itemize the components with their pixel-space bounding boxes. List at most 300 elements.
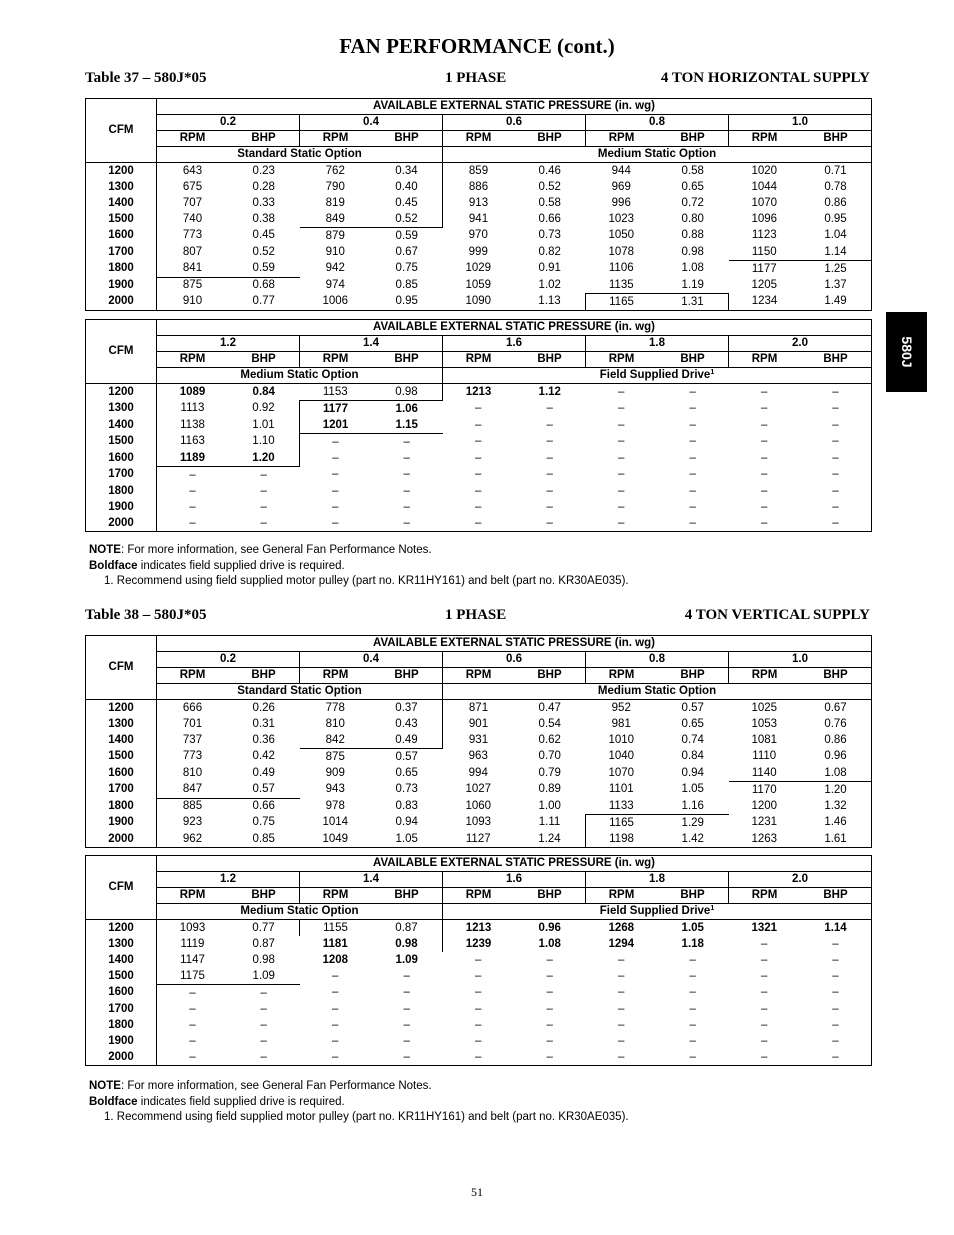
- bhp-value: –: [689, 500, 696, 513]
- bhp-value: 0.59: [252, 262, 275, 274]
- bhp-value: –: [260, 1018, 267, 1031]
- rpm-value: 778: [325, 701, 345, 714]
- bhp-value: 1.08: [681, 262, 704, 275]
- bhp-value: 0.52: [538, 180, 561, 193]
- rpm-value: 994: [468, 766, 488, 779]
- cfm-value: 2000: [86, 831, 157, 848]
- table-row: [86, 483, 872, 499]
- column-header: BHP: [800, 352, 872, 368]
- bhp-value: 0.78: [824, 180, 847, 193]
- cfm-value: 1600: [86, 985, 157, 1002]
- rpm-value: 1049: [322, 832, 349, 845]
- rpm-value: –: [300, 434, 372, 451]
- bhp-value: –: [689, 418, 696, 431]
- rpm-value: –: [761, 937, 768, 950]
- cfm-value: 1700: [86, 1001, 157, 1017]
- pressure-header: 0.2: [157, 652, 300, 668]
- bhp-value: 0.84: [252, 385, 275, 398]
- bhp-value: 0.89: [538, 783, 561, 796]
- bhp-value: 0.76: [824, 717, 847, 730]
- note-line: NOTE: For more information, see General Fan Performance Notes.: [89, 544, 432, 556]
- bhp-value: 0.88: [681, 229, 704, 242]
- rpm-value: –: [618, 385, 625, 398]
- rpm-value: 910: [182, 295, 203, 308]
- bhp-value: 0.77: [252, 295, 275, 308]
- cfm-value: 1500: [86, 968, 157, 985]
- bhp-value: 0.83: [395, 799, 418, 812]
- cfm-value: 1300: [86, 936, 157, 952]
- option-label-right-text: Field Supplied Drive: [599, 369, 711, 381]
- bhp-value: –: [546, 969, 553, 982]
- bhp-value: –: [546, 484, 553, 497]
- rpm-value: 807: [182, 245, 203, 258]
- rpm-value: –: [475, 418, 482, 431]
- bhp-value: 0.37: [395, 701, 418, 714]
- bhp-value: 0.67: [395, 245, 418, 258]
- column-header: BHP: [800, 668, 872, 684]
- table37-name: Table 37 – 580J*05: [85, 70, 207, 86]
- bhp-value: –: [832, 418, 839, 431]
- rpm-value: –: [475, 516, 482, 529]
- bhp-value: –: [832, 1018, 839, 1031]
- rpm-value: –: [618, 1002, 625, 1015]
- rpm-value: –: [761, 1002, 768, 1015]
- table-row: [86, 499, 872, 515]
- cfm-value: 1500: [86, 749, 157, 766]
- column-header: RPM: [157, 131, 229, 147]
- bhp-value: –: [689, 1034, 696, 1047]
- bhp-value: –: [832, 435, 839, 448]
- rpm-value: 790: [325, 180, 345, 193]
- footnote-marker: 1: [710, 905, 715, 912]
- cfm-value: 1200: [86, 700, 157, 717]
- column-header: BHP: [800, 888, 872, 904]
- pressure-header: 1.0: [729, 115, 872, 131]
- rpm-value: 1089: [179, 385, 206, 398]
- bhp-value: 1.29: [657, 815, 729, 832]
- rpm-value: 773: [182, 229, 203, 242]
- pressure-header: 1.2: [157, 872, 300, 888]
- rpm-value: 1060: [465, 799, 492, 812]
- bhp-value: –: [403, 1002, 410, 1015]
- column-header: RPM: [586, 131, 658, 147]
- bhp-value: 1.06: [371, 401, 443, 418]
- bhp-value: 0.98: [681, 245, 704, 258]
- rpm-value: 1101: [608, 783, 634, 796]
- bhp-value: –: [403, 1018, 410, 1031]
- rpm-value: 841: [182, 262, 203, 274]
- bhp-value: –: [260, 500, 267, 513]
- bhp-value: –: [260, 1002, 267, 1015]
- bhp-value: 1.11: [538, 816, 561, 829]
- rpm-value: –: [761, 451, 768, 464]
- rpm-value: –: [761, 418, 768, 431]
- rpm-value: 1321: [751, 921, 778, 934]
- cfm-value: 1700: [86, 244, 157, 261]
- bhp-value: 0.95: [395, 295, 418, 308]
- table-row: [86, 920, 872, 937]
- column-header: BHP: [371, 131, 443, 147]
- rpm-value: –: [475, 451, 482, 464]
- rpm-value: –: [475, 986, 482, 999]
- footnote-marker: 1: [710, 369, 715, 376]
- bhp-value: 0.68: [228, 277, 300, 294]
- rpm-value: –: [189, 1018, 196, 1031]
- rpm-value: 810: [182, 766, 203, 779]
- rpm-value: –: [189, 1034, 196, 1047]
- table-row: [86, 1001, 872, 1017]
- bhp-value: –: [260, 516, 267, 529]
- bhp-value: 0.26: [252, 701, 275, 714]
- pressure-header: 0.6: [443, 115, 586, 131]
- column-header: BHP: [228, 888, 300, 904]
- cfm-value: 1700: [86, 467, 157, 484]
- rpm-value: –: [618, 451, 625, 464]
- rpm-value: –: [332, 1002, 339, 1015]
- rpm-value: 1147: [180, 953, 205, 966]
- table-row: [86, 401, 872, 418]
- rpm-value: 1119: [180, 937, 205, 950]
- rpm-value: 931: [443, 732, 515, 749]
- bhp-value: 0.75: [252, 816, 275, 829]
- bhp-value: –: [832, 468, 839, 481]
- bhp-value: 0.38: [252, 212, 275, 225]
- rpm-value: 1268: [608, 921, 635, 934]
- option-label-right-text: Medium Static Option: [597, 148, 717, 160]
- rpm-value: –: [618, 484, 625, 497]
- table38-phase: 1 PHASE: [445, 607, 507, 623]
- pressure-header: 0.6: [443, 652, 586, 668]
- rpm-value: 849: [325, 212, 345, 225]
- bhp-value: 0.65: [681, 180, 704, 193]
- column-header: RPM: [300, 131, 372, 147]
- table37-lower: [85, 319, 872, 532]
- bhp-value: –: [403, 435, 410, 448]
- bhp-value: 1.08: [538, 937, 561, 950]
- rpm-value: 875: [300, 749, 372, 766]
- bhp-value: 1.46: [824, 816, 847, 829]
- bhp-value: 0.91: [538, 262, 561, 275]
- rpm-value: 1189: [157, 450, 229, 467]
- bhp-value: –: [832, 516, 839, 529]
- rpm-value: 1205: [751, 278, 778, 291]
- bhp-value: 0.57: [371, 749, 443, 766]
- rpm-value: 1175: [157, 968, 229, 985]
- cfm-value: 1800: [86, 483, 157, 499]
- rpm-value: 943: [325, 783, 345, 796]
- column-header: RPM: [586, 352, 658, 368]
- esp-header: AVAILABLE EXTERNAL STATIC PRESSURE (in. wg): [157, 99, 872, 115]
- bhp-value: –: [260, 986, 267, 999]
- rpm-value: 1027: [465, 783, 492, 796]
- rpm-value: 737: [182, 733, 203, 746]
- bhp-value: 0.49: [395, 733, 418, 746]
- table38-upper: [85, 635, 872, 848]
- column-header: BHP: [371, 352, 443, 368]
- rpm-value: 944: [611, 164, 631, 177]
- option-label-right: [443, 904, 872, 920]
- bhp-value: 0.36: [252, 733, 275, 746]
- pressure-header: 1.8: [586, 872, 729, 888]
- bhp-value: 1.16: [681, 799, 704, 812]
- bhp-value: –: [546, 953, 553, 966]
- rpm-value: 1110: [752, 750, 777, 763]
- rpm-value: 1006: [322, 295, 349, 308]
- bhp-value: 1.00: [538, 799, 561, 812]
- bhp-value: 1.31: [657, 294, 729, 311]
- rpm-value: 1010: [608, 733, 635, 746]
- bhp-value: 1.14: [824, 921, 847, 934]
- bhp-value: 0.66: [228, 798, 300, 815]
- bhp-value: 1.01: [252, 418, 275, 431]
- cfm-header: CFM: [86, 99, 157, 163]
- bhp-value: –: [832, 1050, 839, 1063]
- bhp-value: 1.12: [538, 385, 561, 398]
- bhp-value: 1.49: [824, 295, 847, 308]
- option-label-left: Medium Static Option: [157, 904, 443, 920]
- option-label-left: Standard Static Option: [157, 147, 443, 163]
- table-row: [86, 163, 872, 180]
- rpm-value: 1165: [586, 815, 658, 832]
- column-header: BHP: [514, 352, 586, 368]
- bhp-value: 1.05: [681, 921, 704, 934]
- bhp-value: –: [689, 402, 696, 415]
- bhp-value: –: [689, 969, 696, 982]
- rpm-value: 1029: [465, 262, 492, 275]
- bhp-value: 0.98: [252, 953, 275, 966]
- page-number: 51: [471, 1185, 483, 1199]
- table-row: [86, 179, 872, 195]
- boldface-line: Boldface indicates field supplied drive is required.: [89, 1095, 345, 1108]
- column-header: RPM: [729, 131, 801, 147]
- bhp-value: 0.34: [395, 164, 418, 177]
- bhp-value: 1.37: [824, 278, 847, 291]
- bhp-value: 1.13: [538, 295, 561, 308]
- rpm-value: –: [475, 969, 482, 982]
- bhp-value: 0.52: [395, 212, 418, 225]
- bhp-value: 0.86: [824, 196, 847, 209]
- footnote-1: 1. Recommend using field supplied motor pulley (part no. KR11HY161) and belt (part no. KR30AE035).: [104, 1111, 629, 1123]
- rpm-value: –: [475, 1002, 482, 1015]
- cfm-value: 1800: [86, 798, 157, 815]
- bhp-value: 1.20: [228, 450, 300, 467]
- rpm-value: –: [189, 468, 196, 481]
- rpm-value: 970: [468, 229, 488, 242]
- rpm-value: 1153: [322, 385, 348, 398]
- bhp-value: 1.42: [681, 832, 704, 845]
- rpm-value: 842: [325, 733, 345, 746]
- side-tab: [886, 312, 927, 392]
- column-header: BHP: [514, 888, 586, 904]
- rpm-value: 981: [611, 717, 631, 730]
- column-header: RPM: [443, 352, 515, 368]
- pressure-header: 0.4: [300, 652, 443, 668]
- cfm-value: 2000: [86, 515, 157, 532]
- option-label-right-text: Field Supplied Drive: [599, 905, 711, 917]
- bhp-value: 0.65: [681, 717, 704, 730]
- rpm-value: 952: [611, 701, 631, 714]
- bhp-value: 0.40: [395, 180, 418, 193]
- rpm-value: 886: [443, 179, 515, 195]
- cfm-value: 1800: [86, 261, 157, 278]
- boldface-line: Boldface indicates field supplied drive is required.: [89, 559, 345, 572]
- column-header: BHP: [800, 131, 872, 147]
- rpm-value: 1213: [443, 384, 515, 401]
- bhp-value: –: [546, 986, 553, 999]
- rpm-value: 643: [182, 164, 203, 177]
- bhp-value: 1.19: [681, 278, 704, 291]
- option-label-right: [443, 147, 872, 163]
- column-header: BHP: [657, 352, 729, 368]
- pressure-header: 1.2: [157, 336, 300, 352]
- column-header: BHP: [657, 668, 729, 684]
- bhp-value: 0.86: [824, 733, 847, 746]
- cfm-value: 1600: [86, 228, 157, 245]
- cfm-value: 1900: [86, 815, 157, 832]
- column-header: RPM: [157, 668, 229, 684]
- bhp-value: 0.62: [538, 733, 561, 746]
- bhp-value: 0.33: [252, 196, 275, 209]
- rpm-value: –: [189, 500, 196, 513]
- rpm-value: –: [475, 468, 482, 481]
- table-row: [86, 467, 872, 484]
- rpm-value: –: [475, 500, 482, 513]
- pressure-header: 1.8: [586, 336, 729, 352]
- table-row: [86, 211, 872, 228]
- rpm-value: 1294: [608, 937, 635, 950]
- rpm-value: 1050: [608, 229, 635, 242]
- bhp-value: 0.92: [252, 402, 275, 415]
- rpm-value: 666: [182, 701, 203, 714]
- bhp-value: –: [832, 500, 839, 513]
- bhp-value: –: [546, 418, 553, 431]
- rpm-value: 875: [157, 277, 229, 294]
- bhp-value: 0.49: [252, 766, 275, 779]
- table38-notes: [89, 1079, 629, 1126]
- bhp-value: –: [546, 435, 553, 448]
- column-header: BHP: [657, 888, 729, 904]
- column-header: BHP: [657, 131, 729, 147]
- bhp-value: –: [832, 953, 839, 966]
- rpm-value: –: [761, 516, 768, 529]
- cfm-value: 1400: [86, 732, 157, 749]
- bhp-value: –: [832, 937, 839, 950]
- bhp-value: 1.20: [800, 782, 872, 799]
- pressure-header: 0.4: [300, 115, 443, 131]
- cfm-value: 1400: [86, 417, 157, 434]
- cfm-value: 1600: [86, 765, 157, 782]
- bhp-value: –: [546, 516, 553, 529]
- cfm-value: 1300: [86, 179, 157, 195]
- table-row: [86, 1033, 872, 1049]
- bhp-value: 0.28: [252, 180, 275, 193]
- bhp-value: 1.05: [395, 832, 418, 845]
- bhp-value: –: [403, 1050, 410, 1063]
- rpm-value: 1014: [322, 816, 349, 829]
- bhp-value: 0.73: [395, 783, 418, 796]
- column-header: RPM: [300, 888, 372, 904]
- cfm-value: 1300: [86, 401, 157, 418]
- bhp-value: 1.02: [538, 278, 561, 291]
- table37-phase: 1 PHASE: [445, 70, 507, 86]
- bhp-value: –: [689, 1018, 696, 1031]
- column-header: BHP: [228, 131, 300, 147]
- bhp-value: 0.58: [681, 164, 704, 177]
- rpm-value: 879: [300, 228, 372, 245]
- cfm-value: 1500: [86, 211, 157, 228]
- column-header: RPM: [729, 888, 801, 904]
- table-row: [86, 244, 872, 261]
- table-row: [86, 195, 872, 211]
- rpm-value: –: [618, 500, 625, 513]
- rpm-value: –: [761, 1018, 768, 1031]
- rpm-value: 1059: [465, 278, 492, 291]
- bhp-value: –: [832, 1034, 839, 1047]
- rpm-value: 1140: [751, 766, 777, 779]
- rpm-value: 740: [182, 212, 203, 225]
- bhp-value: –: [403, 500, 410, 513]
- cfm-value: 1900: [86, 499, 157, 515]
- rpm-value: –: [618, 418, 625, 431]
- table-row: [86, 831, 872, 848]
- bhp-value: –: [546, 1002, 553, 1015]
- rpm-value: –: [189, 484, 196, 497]
- bhp-value: 0.23: [252, 164, 275, 177]
- cfm-value: 1800: [86, 1017, 157, 1033]
- column-header: RPM: [586, 668, 658, 684]
- bhp-value: –: [832, 484, 839, 497]
- bhp-value: –: [546, 500, 553, 513]
- bhp-value: –: [546, 402, 553, 415]
- bhp-value: –: [689, 435, 696, 448]
- table-row: [86, 1049, 872, 1066]
- bhp-value: –: [689, 484, 696, 497]
- bhp-value: –: [832, 451, 839, 464]
- column-header: RPM: [729, 668, 801, 684]
- bhp-value: –: [546, 451, 553, 464]
- bhp-value: –: [689, 385, 696, 398]
- rpm-value: 978: [325, 799, 345, 812]
- rpm-value: 1200: [751, 799, 778, 812]
- rpm-value: 1081: [751, 733, 778, 746]
- esp-header: AVAILABLE EXTERNAL STATIC PRESSURE (in. wg): [157, 856, 872, 872]
- bhp-value: 0.84: [681, 750, 704, 763]
- esp-header: AVAILABLE EXTERNAL STATIC PRESSURE (in. wg): [157, 320, 872, 336]
- column-header: RPM: [300, 668, 372, 684]
- bhp-value: 1.18: [681, 937, 704, 950]
- rpm-value: –: [475, 1034, 482, 1047]
- cfm-value: 1400: [86, 195, 157, 211]
- pressure-header: 1.6: [443, 872, 586, 888]
- table-row: [86, 732, 872, 749]
- rpm-value: 1123: [751, 229, 777, 242]
- pressure-header: 2.0: [729, 336, 872, 352]
- column-header: RPM: [443, 131, 515, 147]
- rpm-value: 1170: [729, 782, 801, 799]
- bhp-value: 1.08: [824, 766, 847, 779]
- pressure-header: 0.8: [586, 115, 729, 131]
- rpm-value: 1213: [443, 920, 515, 937]
- rpm-value: –: [618, 1018, 625, 1031]
- column-header: BHP: [514, 131, 586, 147]
- rpm-value: –: [300, 450, 372, 467]
- rpm-value: 1234: [751, 295, 778, 308]
- bhp-value: –: [403, 451, 410, 464]
- bhp-value: 0.59: [371, 228, 443, 245]
- option-label-right: [443, 684, 872, 700]
- rpm-value: 1177: [300, 401, 372, 418]
- pressure-header: 1.6: [443, 336, 586, 352]
